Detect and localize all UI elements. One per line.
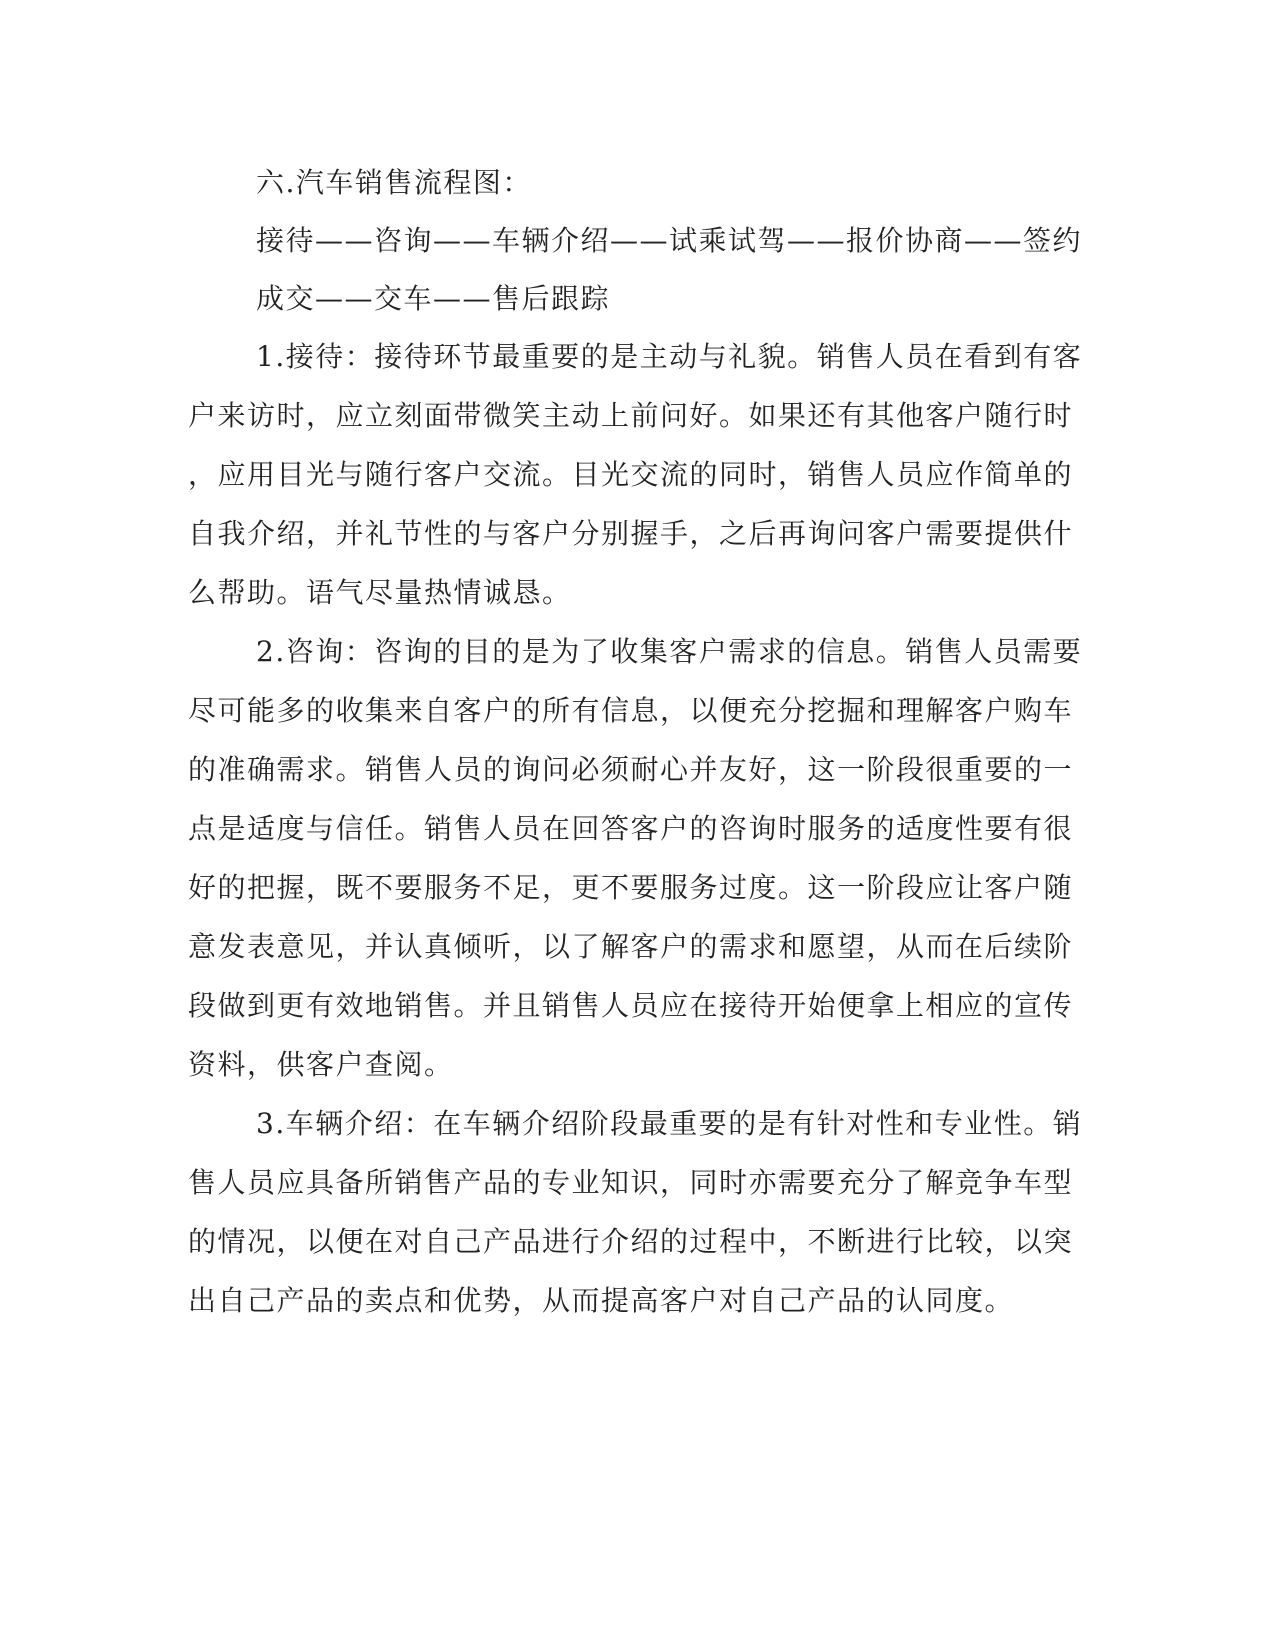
paragraph-line: 户来访时，应立刻面带微笑主动上前问好。如果还有其他客户随行时 <box>188 399 1074 432</box>
paragraph-line: ，应用目光与随行客户交流。目光交流的同时，销售人员应作简单的 <box>188 458 1074 491</box>
paragraph-line: 点是适度与信任。销售人员在回答客户的咨询时服务的适度性要有很 <box>188 812 1074 845</box>
paragraph-line: 2.咨询：咨询的目的是为了收集客户需求的信息。销售人员需要 <box>256 635 1083 668</box>
paragraph-line: 么帮助。语气尽量热情诚恳。 <box>188 576 572 609</box>
paragraph-line: 段做到更有效地销售。并且销售人员应在接待开始便拿上相应的宣传 <box>188 989 1074 1022</box>
paragraph-line: 出自己产品的卖点和优势，从而提高客户对自己产品的认同度。 <box>188 1284 1015 1317</box>
paragraph-line: 的准确需求。销售人员的询问必须耐心并友好，这一阶段很重要的一 <box>188 753 1074 786</box>
paragraph-line: 资料，供客户查阅。 <box>188 1048 454 1081</box>
paragraph-line: 尽可能多的收集来自客户的所有信息，以便充分挖掘和理解客户购车 <box>188 694 1074 727</box>
paragraph-line: 好的把握，既不要服务不足，更不要服务过度。这一阶段应让客户随 <box>188 871 1074 904</box>
paragraph-line: 的情况，以便在对自己产品进行介绍的过程中，不断进行比较，以突 <box>188 1225 1074 1258</box>
paragraph-line: 售人员应具备所销售产品的专业知识，同时亦需要充分了解竞争车型 <box>188 1166 1074 1199</box>
flow-line-2: 成交——交车——售后跟踪 <box>256 282 611 315</box>
paragraph-line: 3.车辆介绍：在车辆介绍阶段最重要的是有针对性和专业性。销 <box>256 1107 1083 1140</box>
paragraph-line: 自我介绍，并礼节性的与客户分别握手，之后再询问客户需要提供什 <box>188 517 1074 550</box>
paragraph-line: 1.接待：接待环节最重要的是主动与礼貌。销售人员在看到有客 <box>256 340 1083 373</box>
paragraph-line: 意发表意见，并认真倾听，以了解客户的需求和愿望，从而在后续阶 <box>188 930 1074 963</box>
flow-line-1: 接待——咨询——车辆介绍——试乘试驾——报价协商——签约 <box>256 224 1083 257</box>
section-title: 六.汽车销售流程图： <box>256 166 532 199</box>
